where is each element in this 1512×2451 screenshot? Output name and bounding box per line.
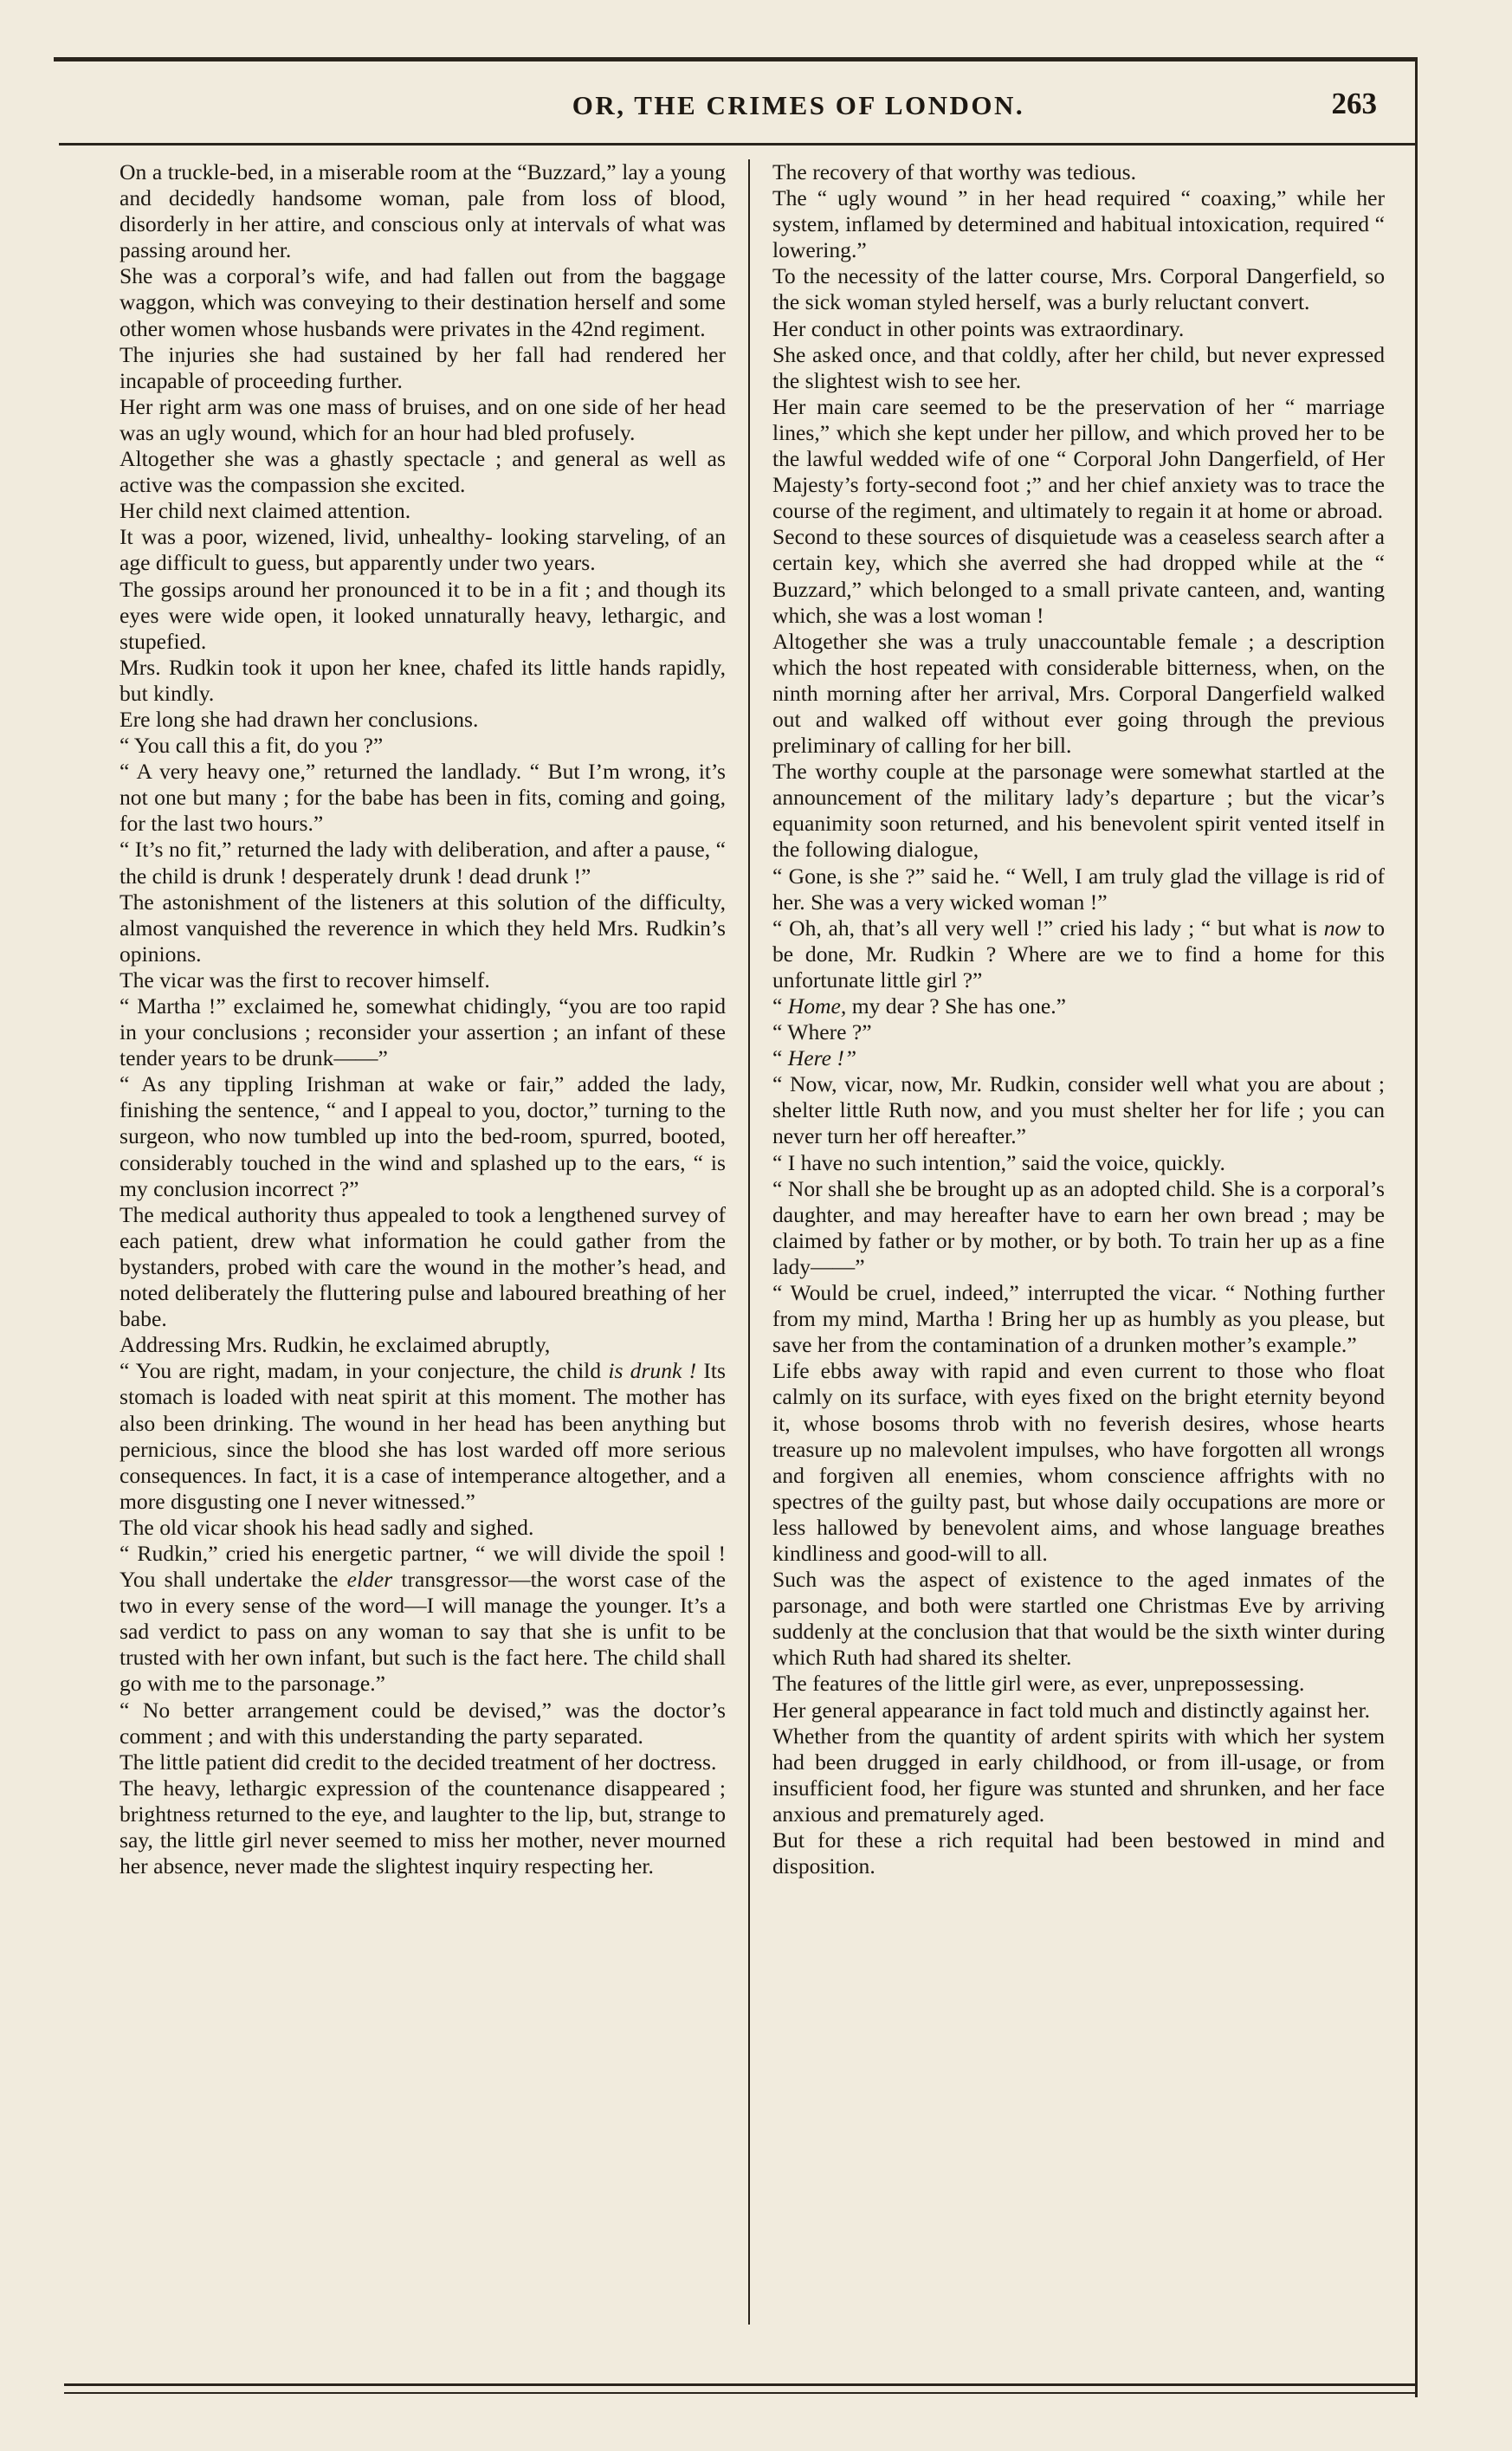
paragraph: Addressing Mrs. Rudkin, he exclaimed abruptly, [120,1332,551,1358]
page-number: 263 [1331,87,1377,120]
paragraph: She was a corporal’s wife, and had fallen out from the baggage waggon, which was conveying to their destination herself and some other women whose husbands were privates in the 42nd regiment. [120,263,726,341]
paragraph: She asked once, and that coldly, after her child, but never expressed the slightest wish to see her. [772,341,1385,393]
paragraph: “ No better arrangement could be devised,” was the doctor’s comment ; and with this understanding the party separated. [120,1697,726,1749]
paragraph: The old vicar shook his head sadly and sighed. [120,1514,534,1540]
paragraph: “ Martha !” exclaimed he, somewhat chidingly, “you are too rapid in your conclusions ; reconsider your assertion ; an infant of these tender years to be drunk——” [120,993,726,1071]
right-border-rule [1415,57,1418,2397]
paragraph: Altogether she was a ghastly spectacle ; and general as well as active was the compassion she excited. [120,446,726,498]
paragraph: The “ ugly wound ” in her head required “ coaxing,” while her system, inflamed by determined and habitual intoxication, required “ lowering.” [772,185,1385,263]
text-run: to be done, Mr. Rudkin ? Where are we to find a home for this unfortunate little girl ?” [772,915,1386,993]
paragraph: Ere long she had drawn her conclusions. [120,706,479,732]
paragraph: Altogether she was a truly unaccountable female ; a description which the host repeated with considerable bitterness, when, on the ninth morning after her arrival, Mrs. Corporal Dangerfield walked out and walked off without ever going through the previous preliminary of calling for her bill. [772,628,1385,759]
paragraph: The gossips around her pronounced it to be in a fit ; and though its eyes were wide open, it looked unnaturally heavy, lethargic, and stupefied. [120,576,726,654]
bottom-rule-thin [64,2392,1417,2394]
text-run: “ Rudkin,” cried his energetic partner, “ we will divide the spoil ! You shall undertake the [120,1540,726,1593]
paragraph: “ Gone, is she ?” said he. “ Well, I am truly glad the village is rid of her. She was a very wicked woman !” [772,863,1385,915]
italic-emphasis: Home, [787,993,847,1019]
paragraph: The features of the little girl were, as ever, unprepossessing. [772,1671,1305,1697]
running-title: OR, THE CRIMES OF LONDON. [572,90,1025,120]
paragraph: The medical authority thus appealed to took a lengthened survey of each patient, drew what information he could gather from the bystanders, probed with care the wound in the mother’s head, and noted deliberately the fluttering pulse and laboured breathing of her babe. [120,1201,726,1332]
paragraph: Second to these sources of disquietude was a ceaseless search after a certain key, which she averred she had dropped while at the “ Buzzard,” which belonged to a small private canteen, and, wanting which, she was a lost woman ! [772,524,1385,628]
paragraph: Her child next claimed attention. [120,498,411,524]
paragraph: “ It’s no fit,” returned the lady with deliberation, and after a pause, “ the child is drunk ! desperately drunk ! dead drunk !” [120,837,726,889]
paragraph: The recovery of that worthy was tedious. [772,159,1137,184]
paragraph: The astonishment of the listeners at this solution of the difficulty, almost vanquished the reverence in which they held Mrs. Rudkin’s opinions. [120,889,726,967]
right-column [772,159,1385,1879]
paragraph: Such was the aspect of existence to the aged inmates of the parsonage, and both were startled one Christmas Eve by arriving suddenly at the conclusion that that would be the sixth winter during which Ruth had shared its shelter. [772,1567,1385,1671]
page-header [54,87,1417,133]
text-run: Its stomach is loaded with neat spirit at this moment. The mother has also been drinking. The wound in her head has been anything but pernicious, since the blood she has lost warded off more serious consequences. In fact, it is a case of intemperance altogether, and a more disgusting one I never witnessed.” [120,1358,726,1514]
bottom-rule [64,2383,1417,2386]
italic-emphasis: is drunk ! [608,1358,697,1384]
paragraph: Her conduct in other points was extraordinary. [772,315,1185,341]
paragraph: “ I have no such intention,” said the voice, quickly. [772,1149,1225,1175]
paragraph [772,993,1385,1019]
paragraph: “ You call this a fit, do you ?” [120,733,384,759]
paragraph: “ Where ?” [772,1019,872,1045]
paragraph: The worthy couple at the parsonage were somewhat startled at the announcement of the military lady’s departure ; but the vicar’s equanimity soon returned, and his benevolent spirit vented itself in the following dialogue, [772,759,1385,863]
italic-emphasis: Here !” [787,1045,857,1071]
paragraph: “ Now, vicar, now, Mr. Rudkin, consider well what you are about ; shelter little Ruth now, and you must shelter her for life ; you can never turn her off hereafter.” [772,1071,1385,1149]
paragraph: The vicar was the first to recover himself. [120,967,490,993]
paragraph: “ Would be cruel, indeed,” interrupted the vicar. “ Nothing further from my mind, Martha ! Bring her up as humbly as you please, but save her from the contamination of a drunken mother’s example.” [772,1280,1385,1358]
italic-emphasis: elder [346,1567,393,1593]
paragraph: On a truckle-bed, in a miserable room at the “Buzzard,” lay a young and decidedly handsome woman, pale from loss of blood, disorderly in her attire, and conscious only at intervals of what was passing around her. [120,159,726,263]
paragraph: “ As any tippling Irishman at wake or fair,” added the lady, finishing the sentence, “ and I appeal to you, doctor,” turning to the surgeon, who now tumbled up into the bed-room, spurred, booted, considerably touched in the wind and splashed up to the ears, “ is my conclusion incorrect ?” [120,1071,726,1201]
text-run: “ [772,1045,788,1071]
paragraph: Her general appearance in fact told much and distinctly against her. [772,1697,1371,1723]
paragraph: Life ebbs away with rapid and even current to those who float calmly on its surface, with eyes fixed on the bright eternity beyond it, whose bosoms throb with no feverish desires, whose hearts treasure up no malevolent impulses, who have forgotten all wrongs and forgiven all enemies, whom conscience affrights with no spectres of the guilty past, but whose daily occupations are more or less hallowed by benevolent aims, and whose language breathes kindliness and good-will to all. [772,1358,1385,1566]
column-divider [748,159,750,2325]
paragraph: “ A very heavy one,” returned the landlady. “ But I’m wrong, it’s not one but many ; for the babe has been in fits, coming and going, for the last two hours.” [120,759,726,837]
paragraph: Her main care seemed to be the preservation of her “ marriage lines,” which she kept under her pillow, and which proved her to be the lawful wedded wife of one “ Corporal John Dangerfield, of Her Majesty’s forty-second foot ;” and her chief anxiety was to trace the course of the regiment, and ultimately to regain it at home or abroad. [772,393,1385,524]
paragraph: To the necessity of the latter course, Mrs. Corporal Dangerfield, so the sick woman styled herself, was a burly reluctant convert. [772,263,1385,315]
text-run: my dear ? She has one.” [846,993,1067,1019]
paragraph [772,915,1385,993]
paragraph: Whether from the quantity of ardent spirits with which her system had been drugged in early childhood, or from ill-usage, or from insufficient food, her figure was stunted and shrunken, and her face anxious and prematurely aged. [772,1723,1385,1827]
paragraph [120,1541,726,1698]
paragraph: But for these a rich requital had been bestowed in mind and disposition. [772,1827,1385,1879]
top-border-rule [54,57,1417,61]
paragraph: “ Nor shall she be brought up as an adopted child. She is a corporal’s daughter, and may hereafter have to earn her own bread ; may be claimed by father or by mother, or by both. To train her up as a fine lady——” [772,1175,1385,1279]
paragraph [120,1358,726,1515]
text-run: “ You are right, madam, in your conjecture, the child [120,1358,609,1384]
italic-emphasis: now [1323,915,1361,941]
paragraph: The little patient did credit to the decided treatment of her doctress. [120,1749,717,1775]
paragraph: The injuries she had sustained by her fall had rendered her incapable of proceeding further. [120,341,726,393]
paragraph: The heavy, lethargic expression of the countenance disappeared ; brightness returned to the eye, and laughter to the lip, but, strange to say, the little girl never seemed to miss her mother, never mourned her absence, never made the slightest inquiry respecting her. [120,1775,726,1879]
paragraph: It was a poor, wizened, livid, unhealthy- looking starveling, of an age difficult to guess, but apparently under two years. [120,524,726,576]
header-rule [59,143,1415,146]
left-column [120,159,726,1879]
text-run: “ [772,993,788,1019]
paragraph [772,1045,1385,1071]
paragraph: Mrs. Rudkin took it upon her knee, chafed its little hands rapidly, but kindly. [120,654,726,706]
text-run: “ Oh, ah, that’s all very well !” cried his lady ; “ but what is [772,915,1324,941]
text-run: transgressor—the worst case of the two in every sense of the word—I will manage the younger. It’s a sad verdict to pass on any woman to say that she is unfit to be trusted with her own infant, but such is the fact here. The child shall go with me to the parsonage.” [120,1567,726,1697]
paragraph: Her right arm was one mass of bruises, and on one side of her head was an ugly wound, which for an hour had bled profusely. [120,393,726,445]
